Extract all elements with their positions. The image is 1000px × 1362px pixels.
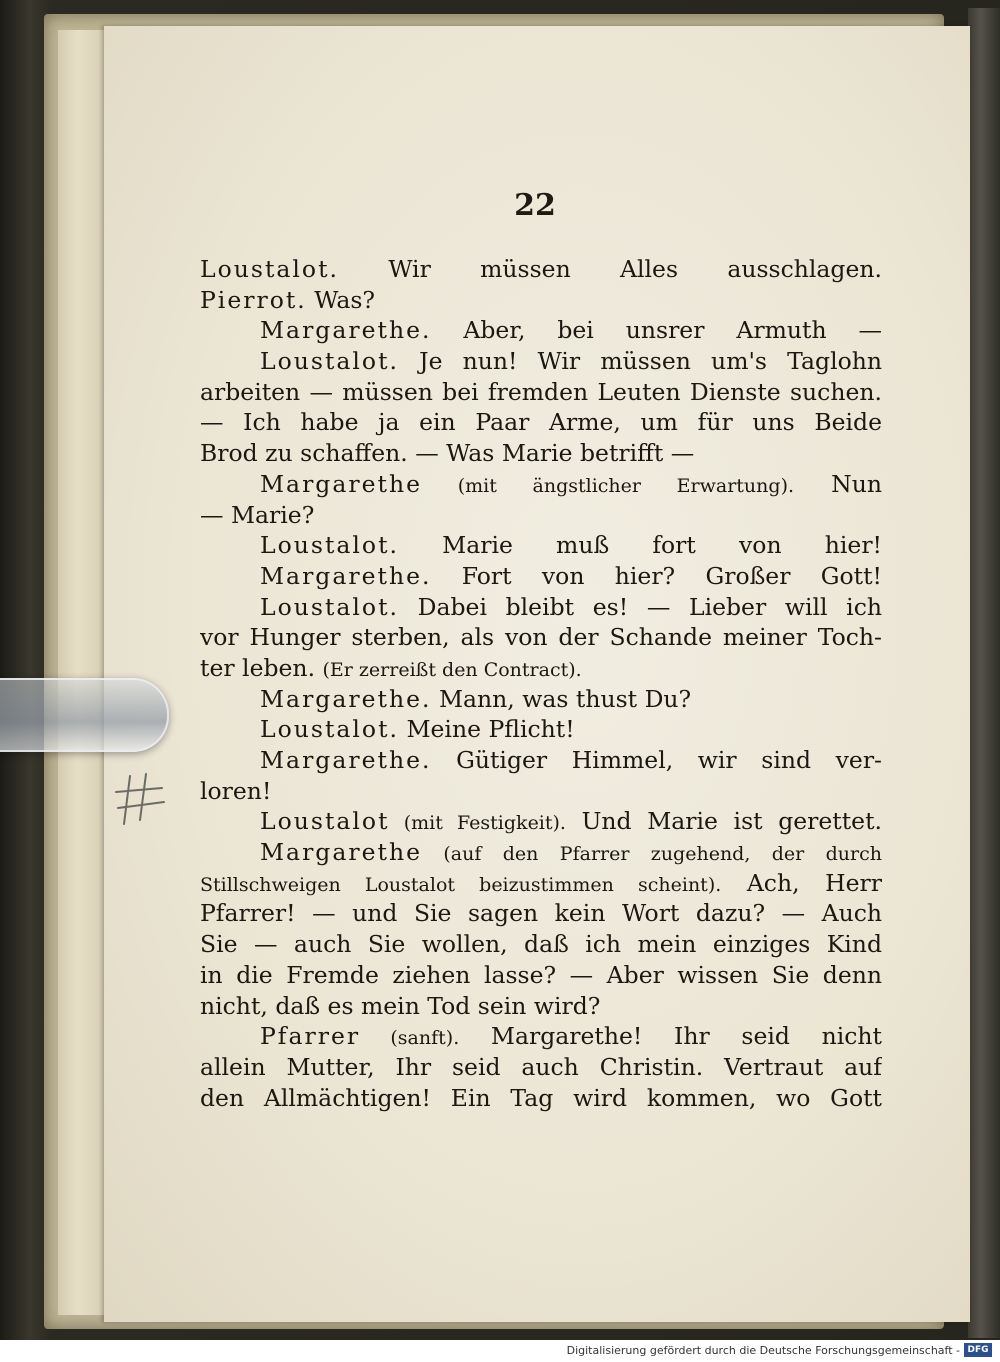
speaker-name: Loustalot <box>260 807 390 836</box>
speaker-name: Loustalot. <box>260 592 399 621</box>
stage-direction: (auf den Pfarrer zugehend, der durch <box>422 843 882 866</box>
text-line <box>200 407 882 438</box>
stage-direction: Stillschweigen Loustalot beizustimmen scheint). <box>200 873 722 896</box>
line-text: Meine Pflicht! <box>398 715 575 744</box>
dfg-logo: DFG <box>964 1343 992 1357</box>
line-text: Ach, Herr <box>721 868 882 897</box>
text-line <box>200 592 882 623</box>
stage-direction: (mit ängstlicher Erwartung). <box>422 474 795 497</box>
line-text: Pfarrer! — und Sie sagen kein Wort dazu? — Auch <box>200 899 882 928</box>
line-text: — Ich habe ja ein Paar Arme, um für uns Beide <box>200 408 882 437</box>
text-line <box>200 868 882 899</box>
line-text: Und Marie ist gerettet. <box>565 807 882 836</box>
speaker-name: Pierrot. <box>200 285 307 314</box>
stage-direction: (sanft). <box>360 1027 460 1050</box>
speaker-name: Margarethe <box>260 469 422 498</box>
book-spine-edge <box>968 8 1000 1338</box>
line-text: Je nun! Wir müssen um's Taglohn <box>398 347 882 376</box>
line-text: Brod zu schaffen. — Was Marie betrifft — <box>200 439 695 468</box>
text-line <box>200 561 882 592</box>
line-text: Dabei bleibt es! — Lieber will ich <box>398 592 882 621</box>
text-line <box>200 684 882 715</box>
line-text: Aber, bei unsrer Armuth — <box>431 316 882 345</box>
page-number: 22 <box>514 188 556 223</box>
line-text: Marie muß fort von hier! <box>398 531 882 560</box>
speaker-name: Pfarrer <box>260 1022 361 1051</box>
line-text: loren! <box>200 776 272 805</box>
speaker-name: Margarethe. <box>260 316 432 345</box>
line-text: den Allmächtigen! Ein Tag wird kommen, wo Gott <box>200 1083 882 1112</box>
line-text: allein Mutter, Ihr seid auch Christin. Vertraut auf <box>200 1052 882 1081</box>
line-text: nicht, daß es mein Tod sein wird? <box>200 991 601 1020</box>
text-line <box>200 1083 882 1114</box>
speaker-name: Loustalot. <box>200 255 339 283</box>
text-line <box>200 837 882 868</box>
text-line <box>200 776 882 807</box>
text-line <box>200 469 882 500</box>
footer-credit: Digitalisierung gefördert durch die Deutsche Forschungsgemeinschaft - <box>566 1344 960 1357</box>
text-line <box>200 377 882 408</box>
speaker-name: Margarethe <box>260 838 422 867</box>
line-text: in die Fremde ziehen lasse? — Aber wissen Sie denn <box>200 960 882 989</box>
speaker-name: Margarethe. <box>260 561 432 590</box>
line-text: Margarethe! Ihr seid nicht <box>459 1022 882 1051</box>
speaker-name: Margarethe. <box>260 746 432 774</box>
line-text: — Marie? <box>200 500 315 529</box>
text-line <box>200 960 882 991</box>
line-text: Mann, was thust Du? <box>431 684 692 713</box>
line-text: arbeiten — müssen bei fremden Leuten Dienste suchen. <box>200 377 882 406</box>
text-line <box>200 1052 882 1083</box>
page-clip <box>0 678 169 752</box>
page-text <box>200 254 882 1113</box>
line-text: Was? <box>306 285 376 314</box>
line-text: Sie — auch Sie wollen, daß ich mein einziges Kind <box>200 930 882 959</box>
text-line <box>200 1021 882 1052</box>
speaker-name: Loustalot. <box>260 531 399 560</box>
text-line <box>200 622 882 653</box>
text-line <box>200 898 882 929</box>
text-line <box>200 438 882 469</box>
speaker-name: Margarethe. <box>260 684 432 713</box>
text-line <box>200 653 882 684</box>
stage-direction: (mit Festigkeit). <box>389 812 566 835</box>
text-line <box>200 530 882 561</box>
speaker-name: Loustalot. <box>260 715 399 744</box>
text-line <box>200 929 882 960</box>
page-edges <box>58 30 107 1315</box>
speaker-name: Loustalot. <box>260 347 399 376</box>
line-text: Wir müssen Alles ausschlagen. <box>338 255 882 283</box>
text-line <box>200 745 882 776</box>
text-line <box>200 285 882 316</box>
text-line <box>200 254 882 285</box>
text-line <box>200 346 882 377</box>
text-line <box>200 806 882 837</box>
line-text: vor Hunger sterben, als von der Schande meiner Toch- <box>200 623 882 652</box>
stage-direction: (Er zerreißt den Contract). <box>322 658 582 681</box>
line-text: Nun <box>794 469 882 498</box>
text-line <box>200 500 882 531</box>
pencil-mark-icon <box>112 770 168 830</box>
line-text: ter leben. <box>200 653 323 682</box>
text-line <box>200 991 882 1022</box>
line-text: Fort von hier? Großer Gott! <box>431 561 882 590</box>
text-line <box>200 315 882 346</box>
text-line <box>200 714 882 745</box>
line-text: Gütiger Himmel, wir sind ver- <box>431 746 882 774</box>
